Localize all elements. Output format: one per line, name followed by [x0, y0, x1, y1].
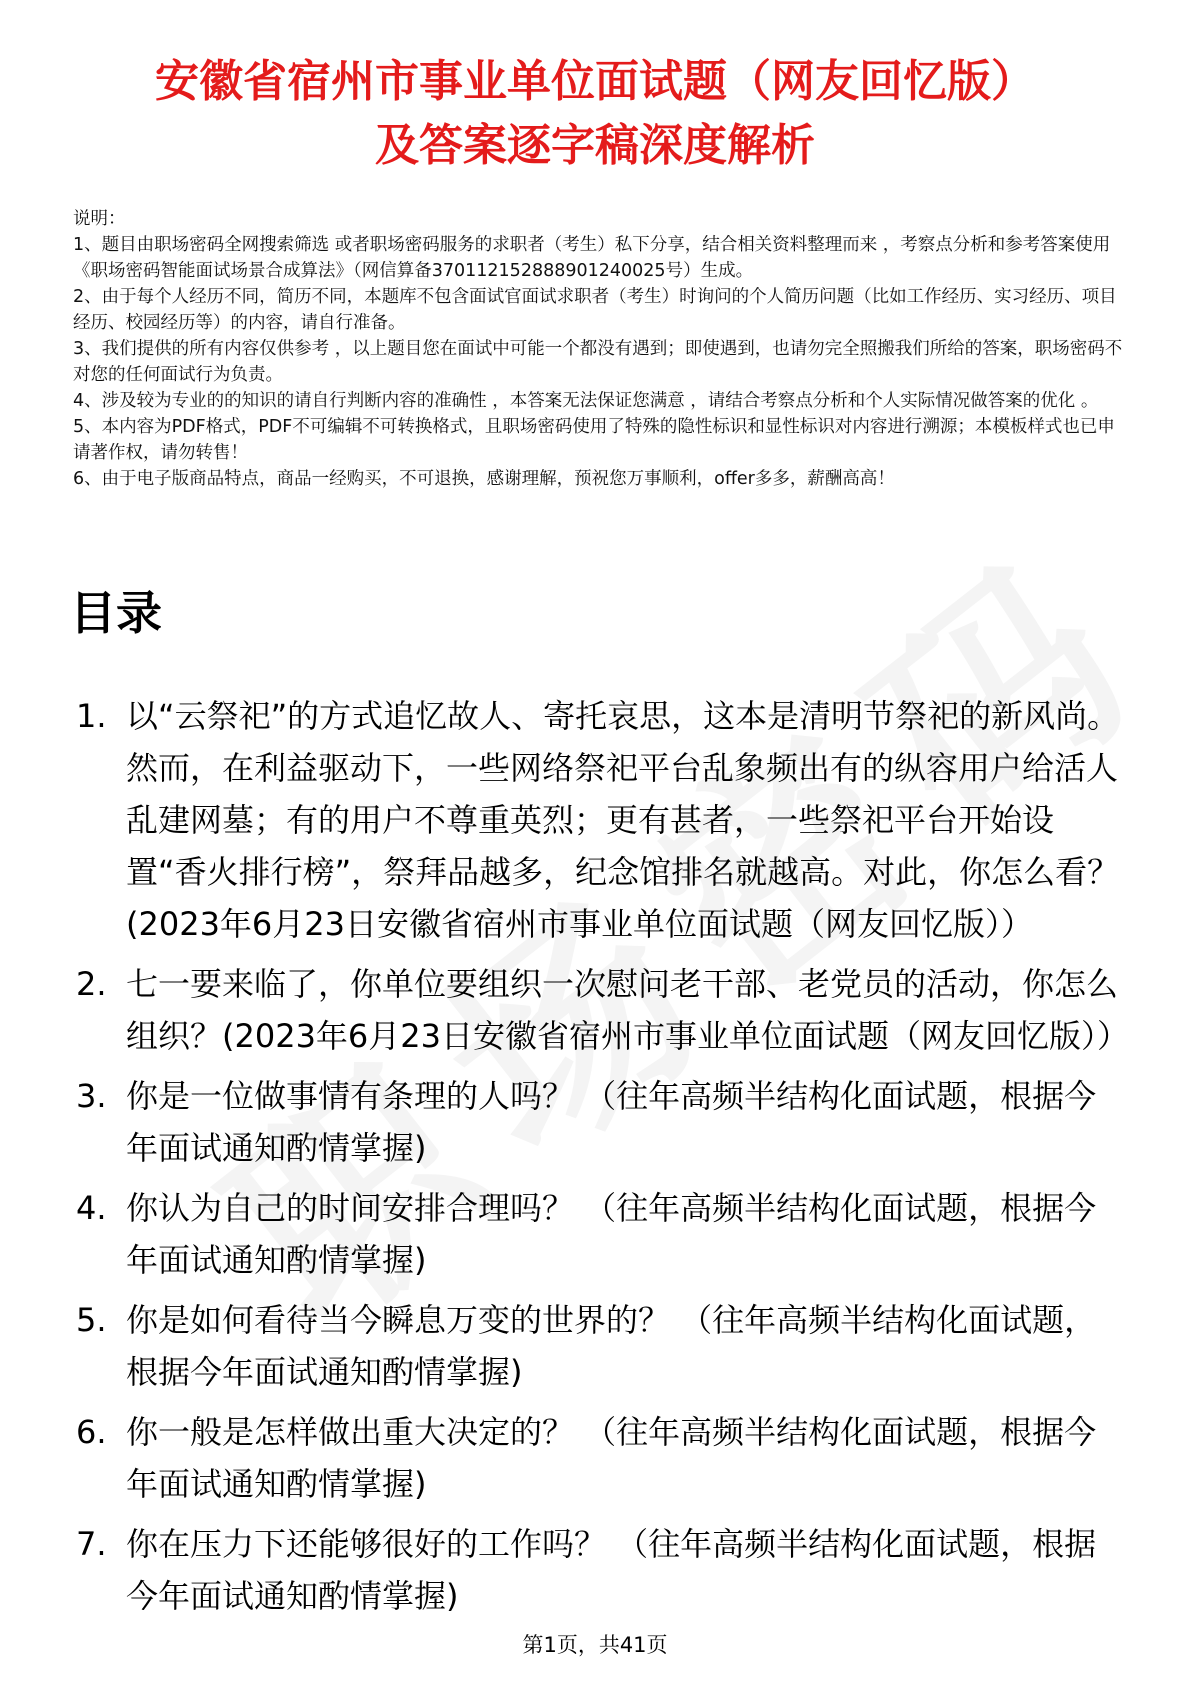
toc-item-text: 七一要来临了，你单位要组织一次慰问老干部、老党员的活动，你怎么组织？(2023年6月23日安徽省宿州市事业单位面试题（网友回忆版）） [126, 965, 1130, 1055]
toc-item-number: 1. [76, 697, 107, 735]
note-item: 3、我们提供的所有内容仅供参考 ，以上题目您在面试中可能一个都没有遇到；即使遇到，也请勿完全照搬我们所给的答案，职场密码不对您的任何面试行为负责。 [73, 339, 1123, 385]
toc-item-number: 3. [76, 1077, 107, 1115]
toc-item-number: 6. [76, 1413, 107, 1451]
note-item: 2、由于每个人经历不同，简历不同，本题库不包含面试官面试求职者（考生）时询问的个人简历问题（比如工作经历、实习经历、项目经历、校园经历等）的内容，请自行准备。 [73, 287, 1117, 333]
toc-item-text: 你认为自己的时间安排合理吗？ （往年高频半结构化面试题，根据今年面试通知酌情掌握) [126, 1189, 1097, 1279]
toc-heading: 目录 [70, 586, 162, 640]
toc-item-number: 5. [76, 1301, 107, 1339]
toc-item-text: 你在压力下还能够很好的工作吗？ （往年高频半结构化面试题，根据今年面试通知酌情掌握) [126, 1525, 1097, 1615]
table-of-contents [76, 690, 1130, 1630]
toc-item-text: 你是一位做事情有条理的人吗？ （往年高频半结构化面试题，根据今年面试通知酌情掌握) [126, 1077, 1097, 1167]
notes-section [73, 206, 1123, 492]
note-item: 1、题目由职场密码全网搜索筛选 或者职场密码服务的求职者（考生）私下分享，结合相关资料整理而来 ，考察点分析和参考答案使用《职场密码智能面试场景合成算法》（网信算备370112152888901240025号）生成。 [73, 235, 1111, 281]
toc-item-text: 以“云祭祀”的方式追忆故人、寄托哀思，这本是清明节祭祀的新风尚。然而，在利益驱动下，一些网络祭祀平台乱象频出有的纵容用户给活人乱建网墓；有的用户不尊重英烈；更有甚者，一些祭祀平台开始设置“香火排行榜”，祭拜品越多，纪念馆排名就越高。对此，你怎么看？(2023年6月23日安徽省宿州市事业单位面试题（网友回忆版）） [126, 697, 1120, 943]
toc-item-number: 7. [76, 1525, 107, 1563]
toc-item[interactable] [76, 1294, 1126, 1398]
toc-item[interactable] [76, 1518, 1126, 1622]
toc-item[interactable] [76, 1182, 1126, 1286]
toc-item-number: 4. [76, 1189, 107, 1227]
page-footer: 第1页，共41页 [522, 1633, 668, 1657]
toc-item[interactable] [76, 1406, 1126, 1510]
toc-item[interactable] [76, 958, 1130, 1062]
title-line-1: 安徽省宿州市事业单位面试题（网友回忆版） [155, 56, 1035, 107]
note-item: 5、本内容为PDF格式，PDF不可编辑不可转换格式，且职场密码使用了特殊的隐性标识和显性标识对内容进行溯源；本模板样式也已申请著作权，请勿转售！ [73, 417, 1115, 463]
note-item: 4、涉及较为专业的的知识的请自行判断内容的准确性 ，本答案无法保证您满意 ，请结合考察点分析和个人实际情况做答案的优化 。 [73, 391, 1099, 411]
toc-item-text: 你一般是怎样做出重大决定的？ （往年高频半结构化面试题，根据今年面试通知酌情掌握) [126, 1413, 1097, 1503]
title-line-2: 及答案逐字稿深度解析 [375, 120, 815, 171]
document-title [60, 50, 1130, 178]
toc-item-number: 2. [76, 965, 107, 1003]
notes-heading: 说明： [73, 209, 126, 229]
toc-item[interactable] [76, 690, 1126, 950]
toc-item-text: 你是如何看待当今瞬息万变的世界的？ （往年高频半结构化面试题，根据今年面试通知酌情掌握) [126, 1301, 1097, 1391]
note-item: 6、由于电子版商品特点，商品一经购买，不可退换，感谢理解，预祝您万事顺利，offer多多，薪酬高高！ [73, 469, 895, 489]
toc-item[interactable] [76, 1070, 1126, 1174]
